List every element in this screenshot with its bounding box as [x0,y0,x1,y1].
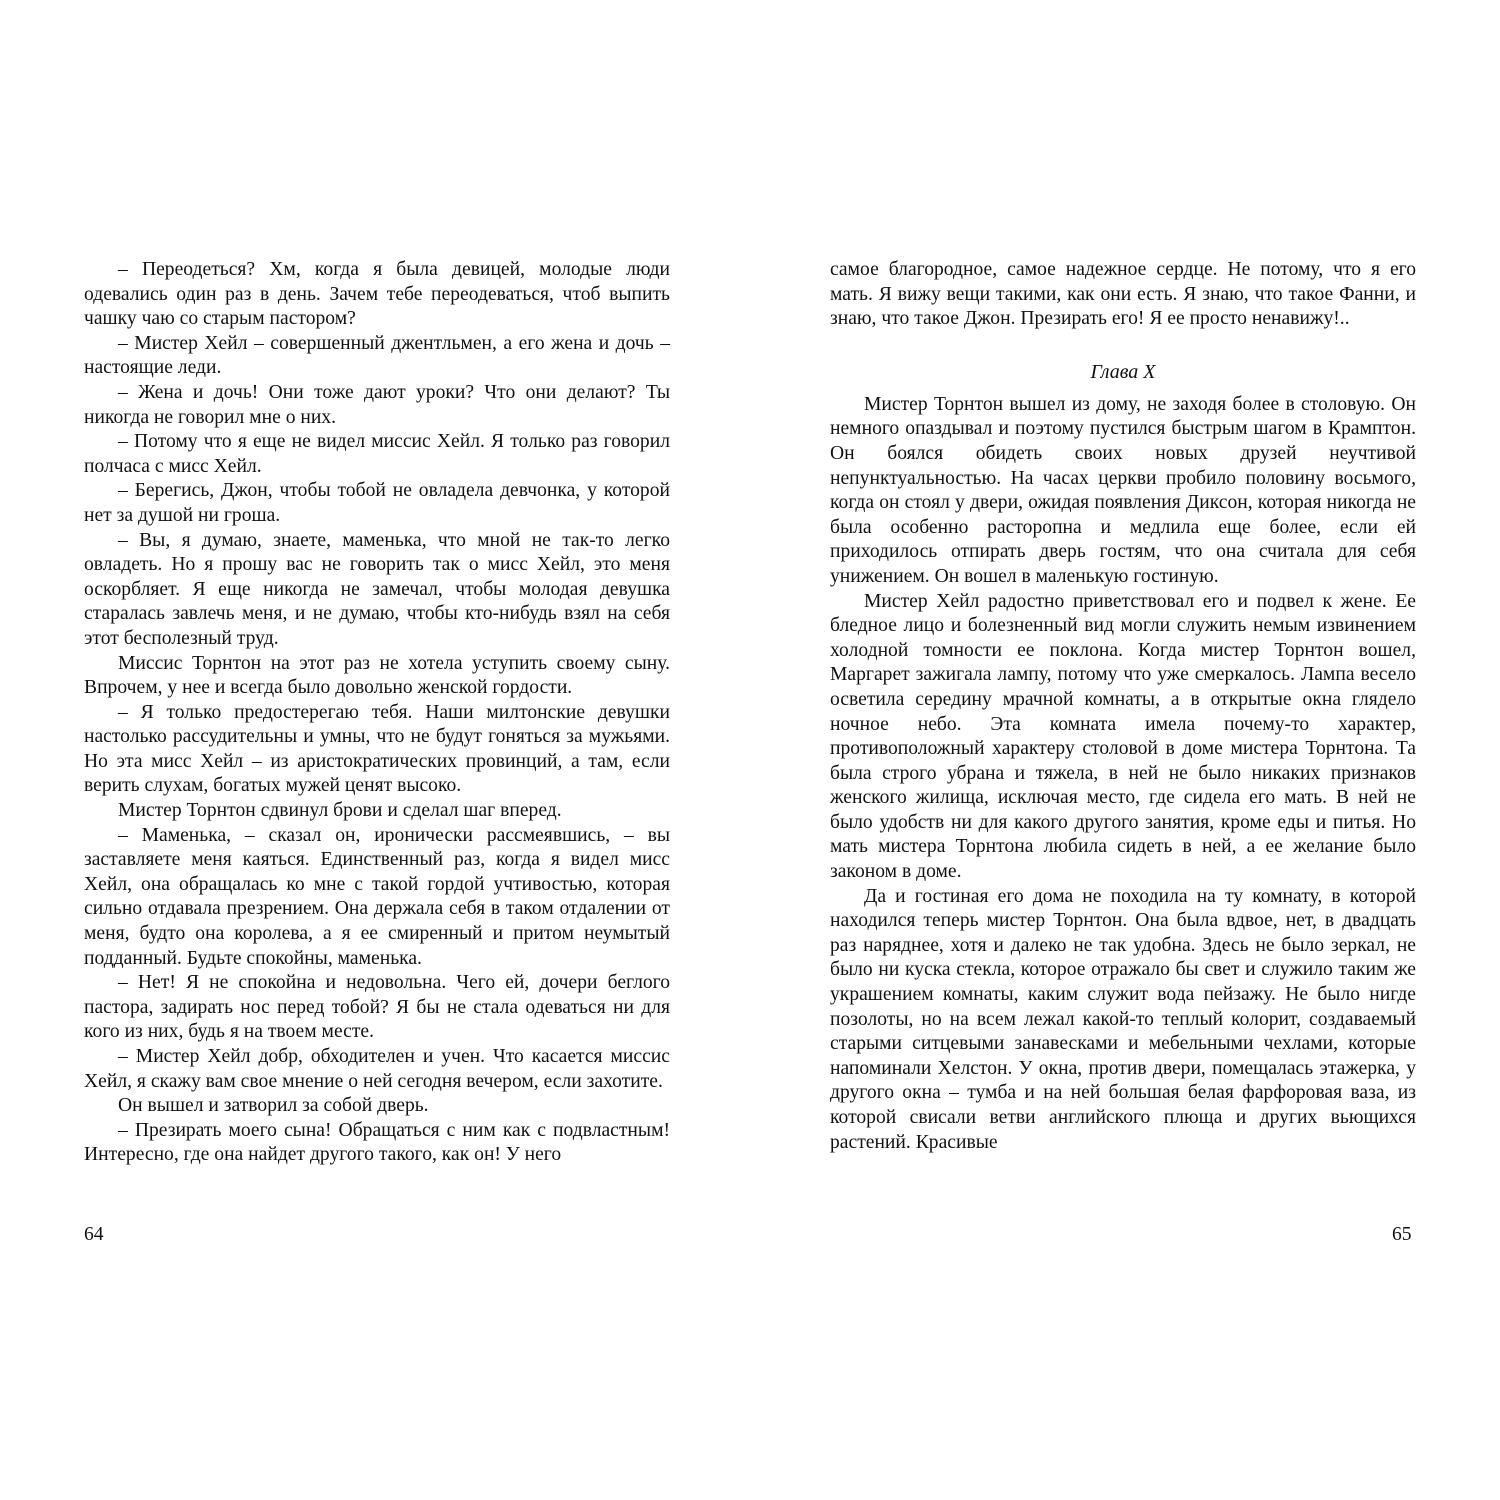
paragraph: Мистер Торнтон вышел из дому, не заходя более в столовую. Он немного опаздывал и поэтому пустился быстрым шагом в Крамптон. Он боялся обидеть своих новых друзей неучтивой непунктуальностью. На часах церкви пробило половину восьмого, когда он стоял у двери, ожидая появления Диксон, которая никогда не была особенно расторопна и медлила еще более, если ей приходилось отпирать дверь гостям, что она считала для себя унижением. Он вошел в маленькую гостиную. [830,393,1416,587]
paragraph: Он вышел и затворил за собой дверь. [118,1095,429,1117]
paragraph: – Жена и дочь! Они тоже дают уроки? Что они делают? Ты никогда не говорил мне о них. [84,381,670,428]
paragraph: – Переодеться? Хм, когда я была девицей, молодые люди одевались один раз в день. Зачем тебе переодеваться, чтоб выпить чашку чаю со старым пастором? [84,259,670,330]
right-page [830,258,1416,1155]
paragraph: – Вы, я думаю, знаете, маменька, что мной не так-то легко овладеть. Но я прошу вас не говорить так о мисс Хейл, это меня оскорбляет. Я еще никогда не замечал, чтобы молодая девушка старалась завлечь меня, и не думаю, чтобы кто-нибудь взял на себя этот бесполезный труд. [84,529,670,649]
paragraph: – Мистер Хейл – совершенный джентльмен, а его жена и дочь – настоящие леди. [84,332,670,379]
paragraph: – Мистер Хейл добр, обходителен и учен. Что касается миссис Хейл, я скажу вам свое мнение о ней сегодня вечером, если захотите. [84,1046,670,1092]
page-number-left: 64 [84,1224,104,1245]
paragraph: – Берегись, Джон, чтобы тобой не овладела девчонка, у которой нет за душой ни гроша. [84,480,670,526]
paragraph: – Презирать моего сына! Обращаться с ним как с подвластным! Интересно, где она найдет другого такого, как он! У него [84,1119,670,1166]
paragraph: – Нет! Я не спокойна и недовольна. Чего ей, дочери беглого пастора, задирать нос перед тобой? Я бы не стала одеваться ни для кого из них, будь я на твоем месте. [84,972,670,1043]
paragraph: Миссис Торнтон на этот раз не хотела уступить своему сыну. Впрочем, у нее и всегда было довольно женской гордости. [84,652,670,699]
page-number-right: 65 [1392,1224,1412,1245]
paragraph: – Потому что я еще не видел миссис Хейл. Я только раз говорил полчаса с мисс Хейл. [84,431,670,477]
paragraph: Да и гостиная его дома не походила на ту комнату, в которой находился теперь мистер Торнтон. Она была вдвое, нет, в двадцать раз наряднее, хотя и далеко не так удобна. Здесь не было зеркал, не было ни куска стекла, которое отражало бы свет и служило таким же украшением комнаты, каким служит вода пейзажу. Не было нигде позолоты, но на всем лежал какой-то теплый колорит, создаваемый старыми ситцевыми занавесками и мебельными чехлами, которые напоминали Хелстон. У окна, против двери, помещалась этажерка, у другого окна – тумба и на ней большая белая фарфоровая ваза, из которой свисали ветви английского плюща и других вьющихся растений. Красивые [830,885,1416,1153]
paragraph: Мистер Торнтон сдвинул брови и сделал шаг вперед. [118,800,562,822]
paragraph: – Я только предостерегаю тебя. Наши милтонские девушки настолько рассудительны и умны, что не будут гоняться за мужьями. Но эта мисс Хейл – из аристократических провинций, а там, если верить слухам, богатых мужей ценят высоко. [84,701,670,797]
paragraph: – Маменька, – сказал он, иронически рассмеявшись, – вы заставляете меня каяться. Единственный раз, когда я видел мисс Хейл, она обращалась ко мне с такой гордой учтивостью, которая сильно отдавала презрением. Она держала себя в таком отдалении от меня, будто она королева, а я ее смиренный и притом неумытый подданный. Будьте спокойны, маменька. [84,824,670,969]
right-page-text [830,258,1416,1155]
left-page [84,258,670,1168]
opening-paragraph: самое благородное, самое надежное сердце. Не потому, что я его мать. Я вижу вещи такими, как они есть. Я знаю, что такое Фанни, и знаю, что такое Джон. Презирать его! Я ее просто ненавижу!.. [830,259,1416,330]
left-page-text [84,258,670,1168]
paragraph: Мистер Хейл радостно приветствовал его и подвел к жене. Ее бледное лицо и болезненный вид могли служить немым извинением холодной томности ее поклона. Когда мистер Торнтон вошел, Маргарет зажигала лампу, потому что уже смеркалось. Лампа весело осветила середину мрачной комнаты, а в открытые окна глядело ночное небо. Эта комната имела почему-то характер, противоположный характеру столовой в доме мистера Торнтона. Та была строго убрана и тяжела, в ней не было никаких признаков женского жилища, исключая место, где сидела его мать. В ней не было удобств ни для какого другого занятия, кроме еды и питья. Но мать мистера Торнтона любила сидеть в ней, а ее желание было законом в доме. [830,590,1416,883]
chapter-title: Глава X [1090,360,1156,383]
